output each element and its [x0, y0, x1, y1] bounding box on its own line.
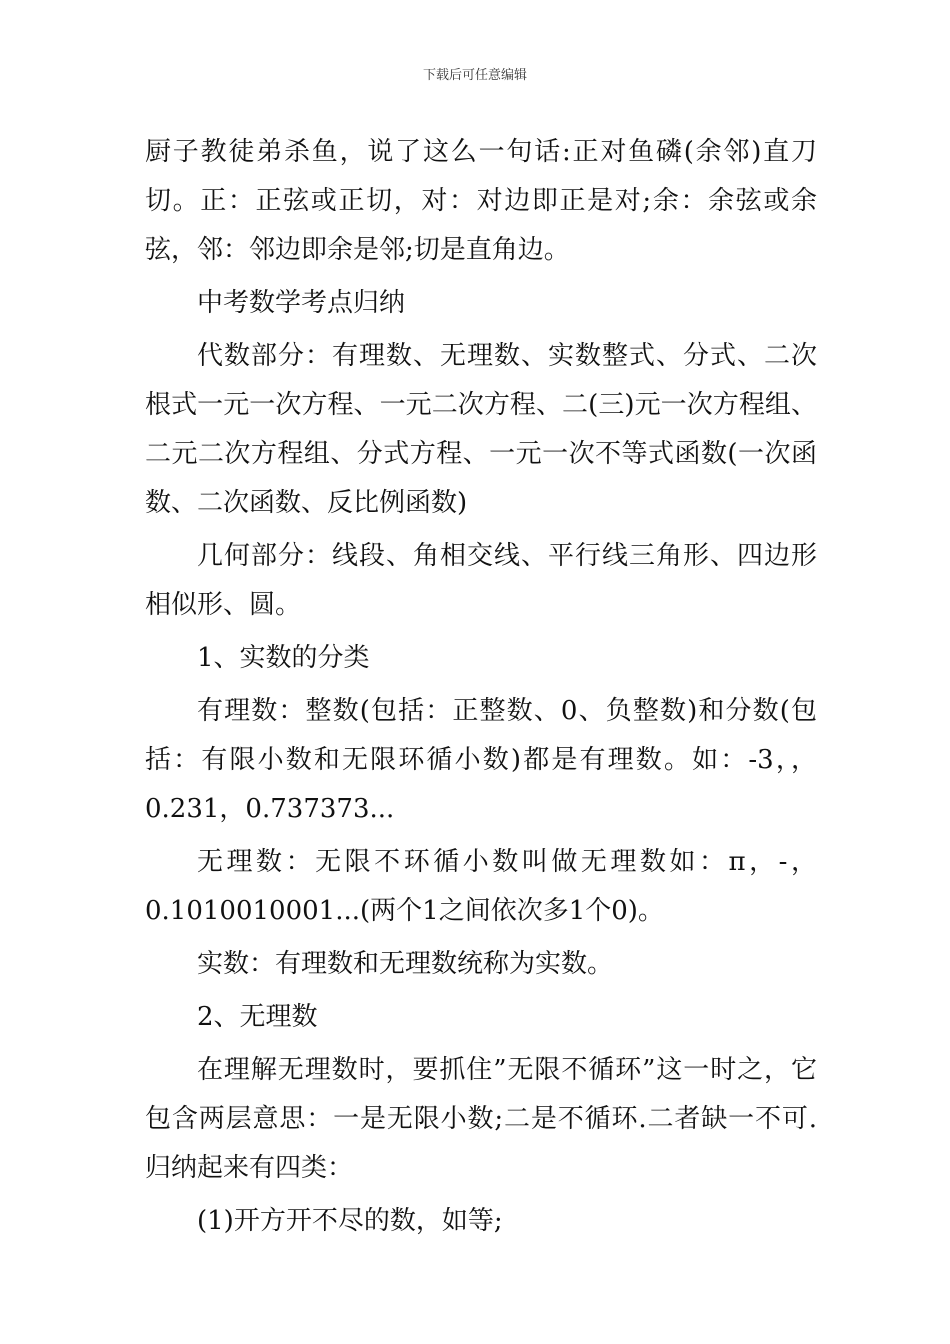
paragraph-rational: 有理数：整数(包括：正整数、0、负整数)和分数(包括：有限小数和无限环循小数)都是有理数。如：-3，，0.231，0.737373... — [145, 696, 817, 824]
paragraph-real: 实数：有理数和无理数统称为实数。 — [197, 949, 614, 979]
heading-real-number-classification: 1、实数的分类 — [197, 643, 370, 673]
list-item-1: (1)开方开不尽的数，如等; — [197, 1206, 503, 1236]
section-title: 中考数学考点归纳 — [197, 288, 406, 318]
paragraph-mnemonic: 厨子教徒弟杀鱼，说了这么一句话:正对鱼磷(余邻)直刀切。正：正弦或正切，对：对边即正是对;余：余弦或余弦，邻：邻边即余是邻;切是直角边。 — [145, 137, 817, 265]
paragraph-geometry: 几何部分：线段、角相交线、平行线三角形、四边形相似形、圆。 — [145, 541, 817, 620]
heading-irrational: 2、无理数 — [197, 1002, 318, 1032]
paragraph-algebra: 代数部分：有理数、无理数、实数整式、分式、二次根式一元一次方程、一元二次方程、二(三)元一次方程组、二元二次方程组、分式方程、一元一次不等式函数(一次函数、二次函数、反比例函数) — [145, 341, 817, 518]
document-body — [145, 128, 817, 1246]
paragraph-irrational: 无理数：无限不环循小数叫做无理数如：π，-，0.1010010001...(两个1之间依次多1个0)。 — [145, 847, 817, 926]
page-header: 下载后可任意编辑 — [422, 68, 527, 83]
paragraph-understanding: 在理解无理数时，要抓住”无限不循环”这一时之，它包含两层意思：一是无限小数;二是不循环.二者缺一不可.归纳起来有四类： — [145, 1055, 817, 1183]
